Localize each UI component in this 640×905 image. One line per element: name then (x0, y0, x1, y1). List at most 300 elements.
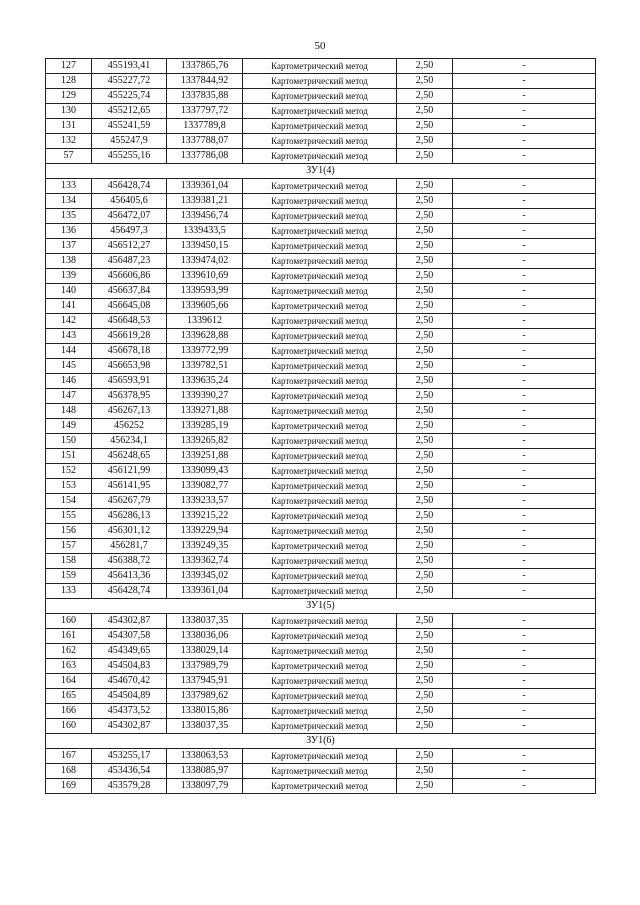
accuracy-cell: 2,50 (397, 299, 453, 314)
accuracy-cell: 2,50 (397, 359, 453, 374)
accuracy-cell: 2,50 (397, 704, 453, 719)
table-row (46, 434, 596, 449)
accuracy-cell: 2,50 (397, 329, 453, 344)
y-coordinate-cell: 1339456,74 (167, 209, 243, 224)
accuracy-cell: 2,50 (397, 59, 453, 74)
note-cell: - (453, 689, 596, 704)
point-number-cell: 136 (46, 224, 92, 239)
point-number-cell: 160 (46, 614, 92, 629)
point-number-cell: 147 (46, 389, 92, 404)
y-coordinate-cell: 1339605,66 (167, 299, 243, 314)
note-cell: - (453, 119, 596, 134)
note-cell: - (453, 89, 596, 104)
y-coordinate-cell: 1337844,92 (167, 74, 243, 89)
y-coordinate-cell: 1339612 (167, 314, 243, 329)
accuracy-cell: 2,50 (397, 434, 453, 449)
table-row (46, 329, 596, 344)
method-cell: Картометрический метод (243, 314, 397, 329)
accuracy-cell: 2,50 (397, 119, 453, 134)
y-coordinate-cell: 1339361,04 (167, 584, 243, 599)
method-cell: Картометрический метод (243, 134, 397, 149)
y-coordinate-cell: 1339610,69 (167, 269, 243, 284)
point-number-cell: 145 (46, 359, 92, 374)
accuracy-cell: 2,50 (397, 179, 453, 194)
x-coordinate-cell: 453579,28 (92, 779, 167, 794)
x-coordinate-cell: 454504,83 (92, 659, 167, 674)
x-coordinate-cell: 456497,3 (92, 224, 167, 239)
accuracy-cell: 2,50 (397, 224, 453, 239)
note-cell: - (453, 179, 596, 194)
accuracy-cell: 2,50 (397, 539, 453, 554)
table-row (46, 569, 596, 584)
table-row (46, 119, 596, 134)
y-coordinate-cell: 1339381,21 (167, 194, 243, 209)
point-number-cell: 153 (46, 479, 92, 494)
point-number-cell: 140 (46, 284, 92, 299)
y-coordinate-cell: 1339251,88 (167, 449, 243, 464)
coordinates-table (45, 58, 596, 794)
x-coordinate-cell: 456405,6 (92, 194, 167, 209)
y-coordinate-cell: 1339593,99 (167, 284, 243, 299)
table-row (46, 524, 596, 539)
point-number-cell: 143 (46, 329, 92, 344)
y-coordinate-cell: 1339082,77 (167, 479, 243, 494)
y-coordinate-cell: 1337835,88 (167, 89, 243, 104)
method-cell: Картометрический метод (243, 254, 397, 269)
section-header-row (46, 164, 596, 179)
table-row (46, 689, 596, 704)
note-cell: - (453, 284, 596, 299)
method-cell: Картометрический метод (243, 194, 397, 209)
y-coordinate-cell: 1339628,88 (167, 329, 243, 344)
point-number-cell: 146 (46, 374, 92, 389)
method-cell: Картометрический метод (243, 389, 397, 404)
note-cell: - (453, 59, 596, 74)
table-row (46, 224, 596, 239)
accuracy-cell: 2,50 (397, 689, 453, 704)
accuracy-cell: 2,50 (397, 314, 453, 329)
y-coordinate-cell: 1338037,35 (167, 719, 243, 734)
method-cell: Картометрический метод (243, 74, 397, 89)
accuracy-cell: 2,50 (397, 569, 453, 584)
x-coordinate-cell: 456428,74 (92, 179, 167, 194)
x-coordinate-cell: 456413,36 (92, 569, 167, 584)
point-number-cell: 133 (46, 179, 92, 194)
x-coordinate-cell: 454302,87 (92, 719, 167, 734)
table-row (46, 89, 596, 104)
method-cell: Картометрический метод (243, 449, 397, 464)
note-cell: - (453, 299, 596, 314)
method-cell: Картометрический метод (243, 404, 397, 419)
note-cell: - (453, 149, 596, 164)
accuracy-cell: 2,50 (397, 614, 453, 629)
method-cell: Картометрический метод (243, 509, 397, 524)
table-row (46, 209, 596, 224)
point-number-cell: 135 (46, 209, 92, 224)
method-cell: Картометрический метод (243, 269, 397, 284)
note-cell: - (453, 524, 596, 539)
x-coordinate-cell: 455227,72 (92, 74, 167, 89)
x-coordinate-cell: 456281,7 (92, 539, 167, 554)
y-coordinate-cell: 1338097,79 (167, 779, 243, 794)
method-cell: Картометрический метод (243, 674, 397, 689)
note-cell: - (453, 584, 596, 599)
x-coordinate-cell: 456653,98 (92, 359, 167, 374)
note-cell: - (453, 269, 596, 284)
x-coordinate-cell: 456472,07 (92, 209, 167, 224)
x-coordinate-cell: 456619,28 (92, 329, 167, 344)
accuracy-cell: 2,50 (397, 509, 453, 524)
table-row (46, 764, 596, 779)
y-coordinate-cell: 1339772,99 (167, 344, 243, 359)
note-cell: - (453, 464, 596, 479)
y-coordinate-cell: 1339362,74 (167, 554, 243, 569)
x-coordinate-cell: 456606,86 (92, 269, 167, 284)
point-number-cell: 132 (46, 134, 92, 149)
section-title: ЗУ1(4) (46, 164, 596, 179)
accuracy-cell: 2,50 (397, 464, 453, 479)
y-coordinate-cell: 1339390,27 (167, 389, 243, 404)
accuracy-cell: 2,50 (397, 584, 453, 599)
x-coordinate-cell: 456267,79 (92, 494, 167, 509)
table-row (46, 659, 596, 674)
method-cell: Картометрический метод (243, 374, 397, 389)
x-coordinate-cell: 456512,27 (92, 239, 167, 254)
accuracy-cell: 2,50 (397, 764, 453, 779)
method-cell: Картометрический метод (243, 119, 397, 134)
table-row (46, 239, 596, 254)
point-number-cell: 163 (46, 659, 92, 674)
accuracy-cell: 2,50 (397, 89, 453, 104)
x-coordinate-cell: 455241,59 (92, 119, 167, 134)
method-cell: Картометрический метод (243, 224, 397, 239)
note-cell: - (453, 539, 596, 554)
accuracy-cell: 2,50 (397, 404, 453, 419)
table-row (46, 374, 596, 389)
accuracy-cell: 2,50 (397, 674, 453, 689)
y-coordinate-cell: 1337865,76 (167, 59, 243, 74)
method-cell: Картометрический метод (243, 419, 397, 434)
table-row (46, 269, 596, 284)
point-number-cell: 165 (46, 689, 92, 704)
point-number-cell: 166 (46, 704, 92, 719)
y-coordinate-cell: 1339099,43 (167, 464, 243, 479)
method-cell: Картометрический метод (243, 284, 397, 299)
table-body (46, 59, 596, 794)
table-row (46, 479, 596, 494)
accuracy-cell: 2,50 (397, 254, 453, 269)
y-coordinate-cell: 1339635,24 (167, 374, 243, 389)
point-number-cell: 142 (46, 314, 92, 329)
method-cell: Картометрический метод (243, 149, 397, 164)
point-number-cell: 168 (46, 764, 92, 779)
table-row (46, 614, 596, 629)
table-row (46, 464, 596, 479)
x-coordinate-cell: 456286,13 (92, 509, 167, 524)
method-cell: Картометрический метод (243, 329, 397, 344)
x-coordinate-cell: 453255,17 (92, 749, 167, 764)
y-coordinate-cell: 1339249,35 (167, 539, 243, 554)
method-cell: Картометрический метод (243, 59, 397, 74)
method-cell: Картометрический метод (243, 749, 397, 764)
x-coordinate-cell: 456487,23 (92, 254, 167, 269)
table-row (46, 179, 596, 194)
accuracy-cell: 2,50 (397, 779, 453, 794)
note-cell: - (453, 449, 596, 464)
accuracy-cell: 2,50 (397, 629, 453, 644)
point-number-cell: 148 (46, 404, 92, 419)
point-number-cell: 131 (46, 119, 92, 134)
table-row (46, 449, 596, 464)
note-cell: - (453, 374, 596, 389)
method-cell: Картометрический метод (243, 464, 397, 479)
y-coordinate-cell: 1339450,15 (167, 239, 243, 254)
point-number-cell: 160 (46, 719, 92, 734)
y-coordinate-cell: 1338015,86 (167, 704, 243, 719)
table-row (46, 59, 596, 74)
point-number-cell: 159 (46, 569, 92, 584)
table-row (46, 719, 596, 734)
table-row (46, 104, 596, 119)
method-cell: Картометрический метод (243, 359, 397, 374)
accuracy-cell: 2,50 (397, 284, 453, 299)
table-row (46, 359, 596, 374)
y-coordinate-cell: 1337945,91 (167, 674, 243, 689)
x-coordinate-cell: 456593,91 (92, 374, 167, 389)
note-cell: - (453, 569, 596, 584)
x-coordinate-cell: 454373,52 (92, 704, 167, 719)
y-coordinate-cell: 1338063,53 (167, 749, 243, 764)
y-coordinate-cell: 1339229,94 (167, 524, 243, 539)
accuracy-cell: 2,50 (397, 269, 453, 284)
method-cell: Картометрический метод (243, 209, 397, 224)
section-header-row (46, 599, 596, 614)
y-coordinate-cell: 1337989,79 (167, 659, 243, 674)
x-coordinate-cell: 456248,65 (92, 449, 167, 464)
note-cell: - (453, 314, 596, 329)
method-cell: Картометрический метод (243, 764, 397, 779)
note-cell: - (453, 74, 596, 89)
note-cell: - (453, 674, 596, 689)
point-number-cell: 150 (46, 434, 92, 449)
accuracy-cell: 2,50 (397, 134, 453, 149)
x-coordinate-cell: 456645,08 (92, 299, 167, 314)
note-cell: - (453, 779, 596, 794)
note-cell: - (453, 389, 596, 404)
method-cell: Картометрический метод (243, 629, 397, 644)
table-row (46, 509, 596, 524)
point-number-cell: 141 (46, 299, 92, 314)
point-number-cell: 152 (46, 464, 92, 479)
y-coordinate-cell: 1337789,8 (167, 119, 243, 134)
table-row (46, 779, 596, 794)
x-coordinate-cell: 456637,84 (92, 284, 167, 299)
y-coordinate-cell: 1338037,35 (167, 614, 243, 629)
point-number-cell: 128 (46, 74, 92, 89)
accuracy-cell: 2,50 (397, 554, 453, 569)
method-cell: Картометрический метод (243, 434, 397, 449)
note-cell: - (453, 554, 596, 569)
note-cell: - (453, 764, 596, 779)
point-number-cell: 138 (46, 254, 92, 269)
note-cell: - (453, 419, 596, 434)
section-title: ЗУ1(5) (46, 599, 596, 614)
section-header-row (46, 734, 596, 749)
x-coordinate-cell: 454349,65 (92, 644, 167, 659)
note-cell: - (453, 104, 596, 119)
y-coordinate-cell: 1339271,88 (167, 404, 243, 419)
x-coordinate-cell: 455225,74 (92, 89, 167, 104)
y-coordinate-cell: 1339215,22 (167, 509, 243, 524)
method-cell: Картометрический метод (243, 239, 397, 254)
point-number-cell: 158 (46, 554, 92, 569)
note-cell: - (453, 644, 596, 659)
method-cell: Картометрический метод (243, 659, 397, 674)
point-number-cell: 129 (46, 89, 92, 104)
note-cell: - (453, 659, 596, 674)
accuracy-cell: 2,50 (397, 344, 453, 359)
method-cell: Картометрический метод (243, 479, 397, 494)
x-coordinate-cell: 456388,72 (92, 554, 167, 569)
table-row (46, 134, 596, 149)
point-number-cell: 57 (46, 149, 92, 164)
table-row (46, 584, 596, 599)
point-number-cell: 133 (46, 584, 92, 599)
y-coordinate-cell: 1337797,72 (167, 104, 243, 119)
accuracy-cell: 2,50 (397, 449, 453, 464)
y-coordinate-cell: 1337989,62 (167, 689, 243, 704)
point-number-cell: 154 (46, 494, 92, 509)
point-number-cell: 137 (46, 239, 92, 254)
y-coordinate-cell: 1337786,08 (167, 149, 243, 164)
table-row (46, 554, 596, 569)
method-cell: Картометрический метод (243, 104, 397, 119)
x-coordinate-cell: 454670,42 (92, 674, 167, 689)
method-cell: Картометрический метод (243, 89, 397, 104)
table-row (46, 539, 596, 554)
x-coordinate-cell: 456234,1 (92, 434, 167, 449)
method-cell: Картометрический метод (243, 779, 397, 794)
point-number-cell: 155 (46, 509, 92, 524)
y-coordinate-cell: 1339782,51 (167, 359, 243, 374)
note-cell: - (453, 479, 596, 494)
point-number-cell: 162 (46, 644, 92, 659)
accuracy-cell: 2,50 (397, 149, 453, 164)
table-row (46, 629, 596, 644)
accuracy-cell: 2,50 (397, 479, 453, 494)
y-coordinate-cell: 1338085,97 (167, 764, 243, 779)
table-row (46, 299, 596, 314)
method-cell: Картометрический метод (243, 719, 397, 734)
x-coordinate-cell: 454504,89 (92, 689, 167, 704)
note-cell: - (453, 434, 596, 449)
point-number-cell: 161 (46, 629, 92, 644)
note-cell: - (453, 239, 596, 254)
method-cell: Картометрический метод (243, 299, 397, 314)
x-coordinate-cell: 454302,87 (92, 614, 167, 629)
x-coordinate-cell: 456428,74 (92, 584, 167, 599)
accuracy-cell: 2,50 (397, 524, 453, 539)
method-cell: Картометрический метод (243, 494, 397, 509)
accuracy-cell: 2,50 (397, 494, 453, 509)
x-coordinate-cell: 454307,58 (92, 629, 167, 644)
accuracy-cell: 2,50 (397, 209, 453, 224)
note-cell: - (453, 209, 596, 224)
table-row (46, 284, 596, 299)
note-cell: - (453, 494, 596, 509)
accuracy-cell: 2,50 (397, 104, 453, 119)
table-row (46, 674, 596, 689)
note-cell: - (453, 404, 596, 419)
method-cell: Картометрический метод (243, 554, 397, 569)
accuracy-cell: 2,50 (397, 194, 453, 209)
y-coordinate-cell: 1339285,19 (167, 419, 243, 434)
y-coordinate-cell: 1338036,06 (167, 629, 243, 644)
x-coordinate-cell: 456301,12 (92, 524, 167, 539)
note-cell: - (453, 224, 596, 239)
method-cell: Картометрический метод (243, 524, 397, 539)
y-coordinate-cell: 1339345,02 (167, 569, 243, 584)
accuracy-cell: 2,50 (397, 239, 453, 254)
x-coordinate-cell: 456121,99 (92, 464, 167, 479)
table-row (46, 344, 596, 359)
point-number-cell: 157 (46, 539, 92, 554)
section-title: ЗУ1(6) (46, 734, 596, 749)
method-cell: Картометрический метод (243, 704, 397, 719)
point-number-cell: 164 (46, 674, 92, 689)
point-number-cell: 144 (46, 344, 92, 359)
point-number-cell: 139 (46, 269, 92, 284)
method-cell: Картометрический метод (243, 539, 397, 554)
table-row (46, 314, 596, 329)
method-cell: Картометрический метод (243, 344, 397, 359)
page-number: 50 (314, 40, 326, 52)
point-number-cell: 156 (46, 524, 92, 539)
x-coordinate-cell: 456141,95 (92, 479, 167, 494)
note-cell: - (453, 254, 596, 269)
point-number-cell: 130 (46, 104, 92, 119)
table-row (46, 704, 596, 719)
table-row (46, 149, 596, 164)
x-coordinate-cell: 456267,13 (92, 404, 167, 419)
table-row (46, 194, 596, 209)
note-cell: - (453, 749, 596, 764)
x-coordinate-cell: 455255,16 (92, 149, 167, 164)
note-cell: - (453, 614, 596, 629)
x-coordinate-cell: 455212,65 (92, 104, 167, 119)
method-cell: Картометрический метод (243, 584, 397, 599)
y-coordinate-cell: 1339433,5 (167, 224, 243, 239)
table-row (46, 389, 596, 404)
accuracy-cell: 2,50 (397, 644, 453, 659)
accuracy-cell: 2,50 (397, 749, 453, 764)
point-number-cell: 151 (46, 449, 92, 464)
y-coordinate-cell: 1338029,14 (167, 644, 243, 659)
note-cell: - (453, 509, 596, 524)
table-row (46, 644, 596, 659)
accuracy-cell: 2,50 (397, 374, 453, 389)
point-number-cell: 169 (46, 779, 92, 794)
x-coordinate-cell: 456678,18 (92, 344, 167, 359)
note-cell: - (453, 629, 596, 644)
point-number-cell: 167 (46, 749, 92, 764)
point-number-cell: 134 (46, 194, 92, 209)
table-row (46, 749, 596, 764)
accuracy-cell: 2,50 (397, 719, 453, 734)
method-cell: Картометрический метод (243, 179, 397, 194)
y-coordinate-cell: 1339361,04 (167, 179, 243, 194)
table-row (46, 404, 596, 419)
